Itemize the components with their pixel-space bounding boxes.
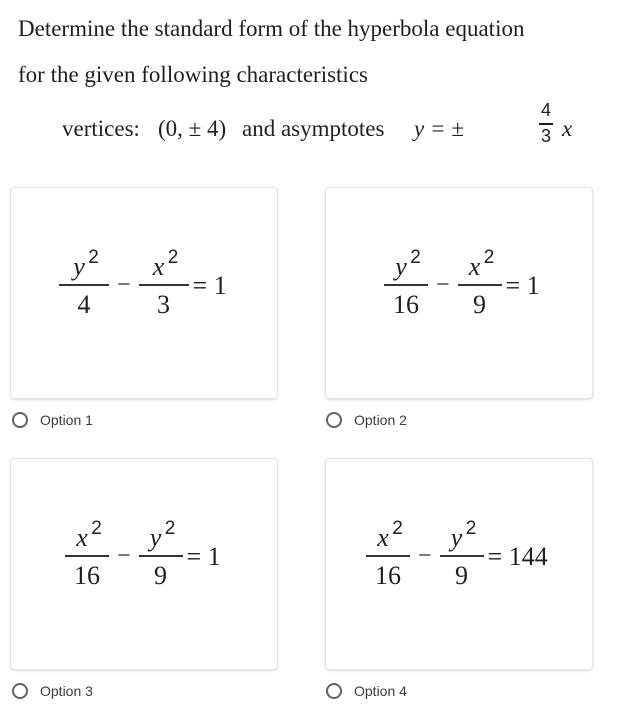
option-4-equation <box>366 518 548 591</box>
term-2-var: x <box>468 252 481 281</box>
minus-sign: − <box>117 543 131 570</box>
vertices-label: vertices: <box>62 116 140 141</box>
term-1-fraction <box>65 518 109 591</box>
term-2-var: y <box>149 523 162 552</box>
question-line-1: Determine the standard form of the hyperbola equation <box>18 16 525 41</box>
term-2-exp: 2 <box>164 518 176 539</box>
term-1-fraction <box>366 518 410 591</box>
option-3-card[interactable] <box>11 459 277 669</box>
option-3-label: Option 3 <box>40 683 93 699</box>
option-4-label: Option 4 <box>354 683 407 699</box>
term-1-exp: 2 <box>88 247 99 268</box>
equation-rhs: = 1 <box>192 270 227 300</box>
asymptote-lhs: y = ± <box>414 116 464 141</box>
term-2-fraction <box>440 518 484 591</box>
term-1-var: y <box>73 252 85 281</box>
term-1-fraction <box>59 247 109 320</box>
option-1-choice[interactable] <box>12 412 93 428</box>
option-4-card[interactable] <box>326 459 592 669</box>
question-text <box>18 6 608 98</box>
question-line-2: for the given following characteristics <box>18 62 368 87</box>
radio-button[interactable] <box>12 412 28 428</box>
term-2-exp: 2 <box>167 247 179 268</box>
term-2-fraction <box>458 247 502 320</box>
term-1-var: y <box>395 252 407 281</box>
option-2-card[interactable] <box>326 188 592 398</box>
asymptote-var: x <box>562 116 573 141</box>
given-characteristics <box>62 100 602 162</box>
equation-rhs: = 1 <box>505 270 540 300</box>
option-3-equation <box>65 518 221 591</box>
term-1-exp: 2 <box>410 247 421 268</box>
term-2-var: y <box>450 523 463 552</box>
term-1-den: 16 <box>74 560 100 590</box>
equation-rhs: = 144 <box>487 541 548 571</box>
option-2-label: Option 2 <box>354 412 407 428</box>
term-1-var: x <box>377 523 389 552</box>
asymptote-denominator: 3 <box>540 125 551 146</box>
option-1-label: Option 1 <box>40 412 93 428</box>
vertices-value: (0, ± 4) <box>158 116 227 141</box>
radio-button[interactable] <box>326 412 342 428</box>
term-2-fraction <box>139 518 183 591</box>
term-2-den: 3 <box>157 289 171 319</box>
term-1-den: 16 <box>393 289 419 319</box>
term-1-fraction <box>384 247 428 320</box>
term-1-var: x <box>76 523 88 552</box>
option-4-choice[interactable] <box>326 683 407 699</box>
asymptote-slope-fraction <box>536 100 556 147</box>
term-1-exp: 2 <box>392 518 403 539</box>
term-1-den: 16 <box>375 560 401 590</box>
option-2-equation <box>384 247 540 320</box>
radio-button[interactable] <box>326 683 342 699</box>
minus-sign: − <box>117 272 131 299</box>
option-1-card[interactable] <box>11 188 277 398</box>
option-1-equation <box>59 247 227 320</box>
term-2-fraction <box>139 247 189 320</box>
option-3-choice[interactable] <box>12 683 93 699</box>
option-2-choice[interactable] <box>326 412 407 428</box>
fraction-bar <box>539 123 553 125</box>
term-2-exp: 2 <box>483 247 495 268</box>
term-2-den: 9 <box>455 560 469 590</box>
asymptote-numerator: 4 <box>540 100 551 120</box>
term-1-den: 4 <box>77 289 91 319</box>
minus-sign: − <box>418 543 432 570</box>
term-2-var: x <box>152 252 165 281</box>
term-1-exp: 2 <box>91 518 102 539</box>
term-2-den: 9 <box>473 289 487 319</box>
term-2-den: 9 <box>154 560 168 590</box>
term-2-exp: 2 <box>465 518 477 539</box>
radio-button[interactable] <box>12 683 28 699</box>
equation-rhs: = 1 <box>186 541 221 571</box>
asymptotes-connector: and asymptotes <box>242 116 385 141</box>
minus-sign: − <box>436 272 450 299</box>
